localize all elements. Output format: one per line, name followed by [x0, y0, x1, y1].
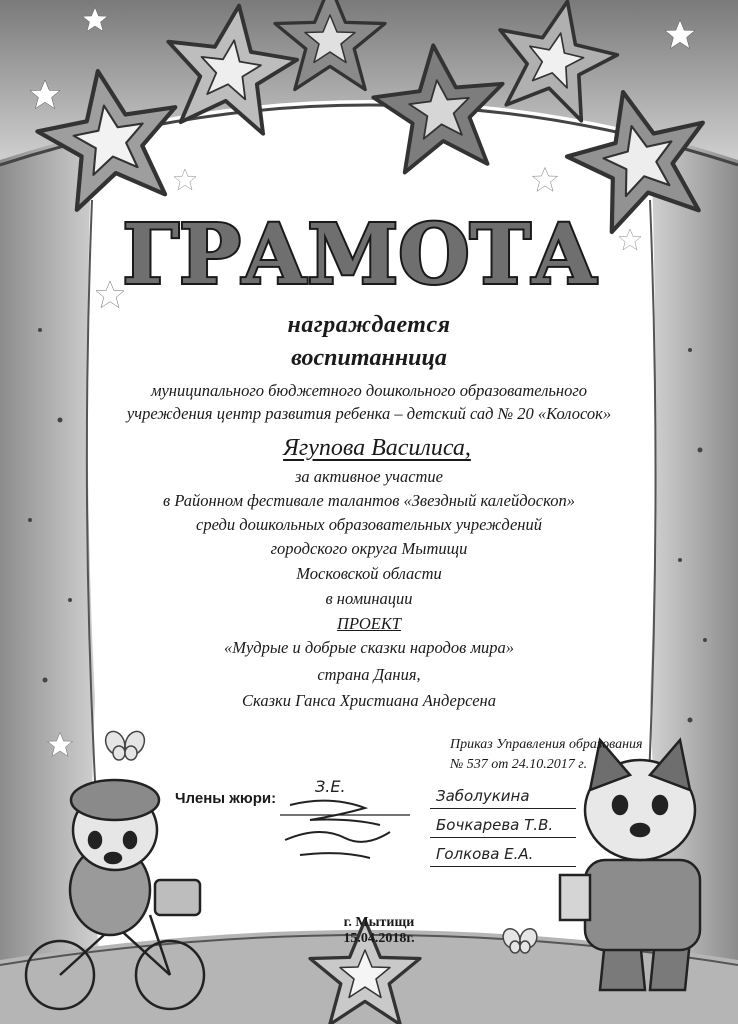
jury-signature [270, 770, 420, 865]
body-line: Сказки Ганса Христиана Андерсена [242, 691, 496, 710]
jury-signature-1: Заболукина [430, 784, 576, 809]
body-line: страна Дания, [317, 665, 421, 684]
body-line: в номинации [325, 589, 413, 608]
fox-schoolboy-icon [560, 740, 700, 990]
award-line: награждается [287, 312, 451, 338]
jury-signatures [430, 784, 576, 871]
body-line: городского округа Мытищи [270, 539, 468, 558]
nomination-heading: ПРОЕКТ [337, 614, 401, 633]
title-text: ГРАМОТА [122, 207, 598, 303]
order-reference [450, 735, 643, 775]
recipient-name-text: Ягупова Василиса, [283, 435, 471, 461]
recipient-name [0, 435, 738, 462]
order-line-1: Приказ Управления образования [450, 737, 643, 752]
project-title: «Мудрые и добрые сказки народов мира» [224, 638, 514, 657]
butterfly-icon [102, 728, 148, 760]
body-line: за активное участие [294, 467, 444, 486]
institution-line-1: муниципального бюджетного дошкольного образовательного [150, 381, 588, 400]
body-line: Московской области [296, 564, 442, 583]
certificate-title [120, 195, 600, 315]
body-line: в Районном фестивале талантов «Звездный калейдоскоп» [163, 491, 575, 510]
dog-on-bicycle-icon [26, 780, 204, 1009]
jury-label: Члены жюри: [175, 790, 277, 807]
institution-line-2: учреждения центр развития ребенка – детский сад № 20 «Колосок» [126, 404, 612, 423]
issue-date: 15.04.2018г. [343, 931, 415, 946]
jury-initials: З.Е. [315, 777, 346, 796]
body-line: среди дошкольных образовательных учреждений [196, 515, 542, 534]
pupil-line: воспитанница [291, 345, 447, 371]
issue-city: г. Мытищи [343, 915, 415, 930]
jury-signature-2: Бочкарева Т.В. [430, 813, 576, 838]
jury-signature-3: Голкова Е.А. [430, 842, 576, 867]
order-line-2: № 537 от 24.10.2017 г. [450, 757, 588, 772]
